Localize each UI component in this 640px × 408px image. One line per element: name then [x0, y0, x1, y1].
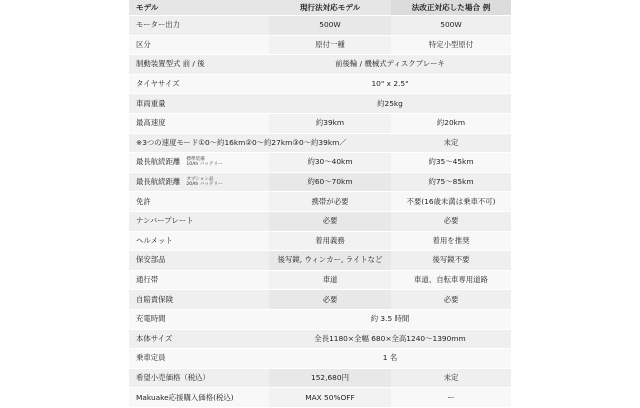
header-current-model: 現行法対応モデル [269, 0, 391, 16]
table-row-range-standard [129, 153, 511, 173]
row-revised-value: 未定 [391, 368, 511, 388]
header-model: モデル [129, 0, 269, 16]
table-row-liability-insurance [129, 290, 511, 310]
row-current-value: 500W [269, 16, 391, 36]
table-row-capacity [129, 349, 511, 369]
table-row-category [129, 35, 511, 55]
row-revised-value: 着用を推奨 [391, 231, 511, 251]
table-row-tire-size [129, 74, 511, 94]
row-label: 保安部品 [129, 251, 269, 271]
row-current-value: 約30〜40km [269, 153, 391, 173]
row-current-value: 約39km [269, 113, 391, 133]
row-current-value: 152,680円 [269, 368, 391, 388]
row-label: 本体サイズ [129, 329, 269, 349]
table-row-license [129, 192, 511, 212]
row-label: 車両重量 [129, 94, 269, 114]
table-row-range-option [129, 172, 511, 192]
row-label: 区分 [129, 35, 269, 55]
row-label-note [186, 157, 222, 167]
row-current-value: 着用義務 [269, 231, 391, 251]
row-current-value: 車道 [269, 270, 391, 290]
row-revised-value: 車道、自転車専用道路 [391, 270, 511, 290]
row-label [129, 172, 269, 192]
row-revised-value: 必要 [391, 290, 511, 310]
row-label: タイヤサイズ [129, 74, 269, 94]
row-label: 通行帯 [129, 270, 269, 290]
row-revised-value: 約75〜85km [391, 172, 511, 192]
battery-note-line1: オプション品 [186, 177, 214, 183]
row-current-value: MAX 50%OFF [269, 388, 391, 408]
battery-note-line1: 標準装備 [186, 157, 205, 163]
row-label: 最高速度 [129, 113, 269, 133]
row-label: モーター出力 [129, 16, 269, 36]
table-row-charge-time [129, 309, 511, 329]
row-merged-value: 約 3.5 時間 [269, 309, 511, 329]
row-revised-value: ー [391, 388, 511, 408]
battery-note-line2: 10Ah バッテリー [186, 162, 223, 168]
table-row-body-size [129, 329, 511, 349]
table-row-brake-type [129, 55, 511, 75]
row-label: 制動装置型式 前 / 後 [129, 55, 269, 75]
spec-comparison-sheet [129, 0, 511, 400]
battery-note-line2: 20Ah バッテリー [186, 182, 223, 188]
table-row-makuake-price [129, 388, 511, 408]
row-current-value: 必要 [269, 290, 391, 310]
row-revised-value: 未定 [391, 133, 511, 153]
row-current-value: 携帯が必要 [269, 192, 391, 212]
row-merged-value: 前後輪 / 機械式ディスクブレーキ [269, 55, 511, 75]
row-label: 乗車定員 [129, 349, 269, 369]
row-label: 自賠責保険 [129, 290, 269, 310]
row-label: ナンバープレート [129, 211, 269, 231]
row-label: 免許 [129, 192, 269, 212]
row-merged-value: 10" x 2.5" [269, 74, 511, 94]
row-revised-value: 後写鏡不要 [391, 251, 511, 271]
row-current-value: 必要 [269, 211, 391, 231]
row-current-value: 原付一種 [269, 35, 391, 55]
row-revised-value: 500W [391, 16, 511, 36]
row-revised-value: 不要(16歳未満は乗車不可) [391, 192, 511, 212]
row-merged-value: 1 名 [269, 349, 511, 369]
table-row-helmet [129, 231, 511, 251]
row-label: 希望小売価格（税込） [129, 368, 269, 388]
table-row-max-speed [129, 113, 511, 133]
row-current-value: 約60〜70km [269, 172, 391, 192]
table-row-motor-output [129, 16, 511, 36]
row-label: Makuake応援購入価格(税込) [129, 388, 269, 408]
row-label [129, 153, 269, 173]
table-row-traffic-lane [129, 270, 511, 290]
row-revised-value: 特定小型原付 [391, 35, 511, 55]
table-row-retail-price [129, 368, 511, 388]
table-row-speed-modes [129, 133, 511, 153]
table-row-number-plate [129, 211, 511, 231]
header-revised-model: 法改正対応した場合 例 [391, 0, 511, 16]
table-row-vehicle-weight [129, 94, 511, 114]
row-revised-value: 必要 [391, 211, 511, 231]
row-current-value: 後写鏡, ウィンカー, ライトなど [269, 251, 391, 271]
spec-comparison-table [129, 0, 511, 408]
table-header-row [129, 0, 511, 16]
row-label: 充電時間 [129, 309, 269, 329]
row-revised-value: 約20km [391, 113, 511, 133]
row-speed-mode-note: ※3つの速度モード①0〜約16km②0〜約27km③0〜約39km／ [129, 133, 391, 153]
table-row-safety-parts [129, 251, 511, 271]
row-merged-value: 全長1180×全幅 680×全高1240〜1390mm [269, 329, 511, 349]
row-revised-value: 約35〜45km [391, 153, 511, 173]
row-merged-value: 約25kg [269, 94, 511, 114]
row-label-note [186, 177, 222, 187]
row-label-main: 最長航続距離 [136, 177, 181, 187]
row-label-main: 最長航続距離 [136, 157, 181, 167]
row-label: ヘルメット [129, 231, 269, 251]
